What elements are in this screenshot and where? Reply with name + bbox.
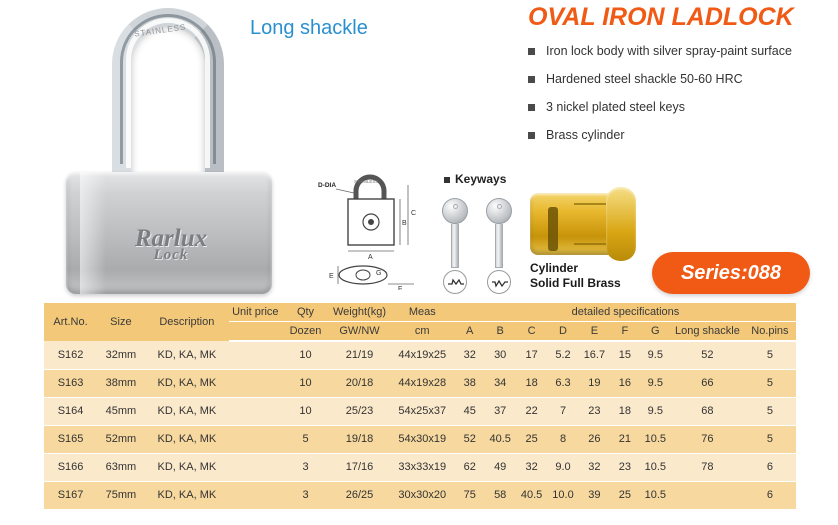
- page-title: OVAL IRON LADLOCK: [528, 3, 794, 31]
- stainless-label: STAINLESS: [354, 179, 379, 184]
- th-unit-price: Unit price: [229, 303, 282, 321]
- cell-a: 75: [455, 481, 485, 509]
- cell-ls: [671, 481, 744, 509]
- feature-text: 3 nickel plated steel keys: [546, 99, 685, 114]
- shackle-highlight: [126, 18, 210, 168]
- table-row: [44, 453, 796, 481]
- cell-ls: 52: [671, 341, 744, 369]
- cell-f: 16: [610, 369, 640, 397]
- cell-art: S165: [44, 425, 97, 453]
- cell-e: 19: [579, 369, 610, 397]
- cell-dozen: 10: [282, 397, 330, 425]
- th-c: C: [516, 321, 547, 341]
- cell-pins: 5: [744, 425, 796, 453]
- th-art-no: Art.No.: [44, 303, 97, 341]
- cell-c: 40.5: [516, 481, 547, 509]
- cell-unit: [229, 397, 282, 425]
- cell-d: 10.0: [547, 481, 578, 509]
- cell-dozen: 10: [282, 369, 330, 397]
- cell-pins: 5: [744, 397, 796, 425]
- cylinder-caption: [530, 261, 621, 291]
- cell-gwnw: 25/23: [329, 397, 389, 425]
- series-badge: [652, 252, 810, 294]
- th-description: Description: [145, 303, 229, 341]
- cell-b: 30: [484, 341, 515, 369]
- cell-unit: [229, 425, 282, 453]
- key-illustration: [486, 198, 512, 268]
- keyway-profile-icon: [443, 270, 467, 294]
- key-hole: [497, 204, 502, 209]
- cell-art: S167: [44, 481, 97, 509]
- cell-g: 10.5: [640, 481, 671, 509]
- cell-size: 52mm: [97, 425, 145, 453]
- cell-a: 62: [455, 453, 485, 481]
- dim-label-f: F: [398, 286, 403, 290]
- keyways-label-text: Keyways: [455, 172, 507, 186]
- cell-b: 40.5: [484, 425, 515, 453]
- cell-f: 15: [610, 341, 640, 369]
- cell-d: 6.3: [547, 369, 578, 397]
- cell-meas: 54x25x37: [390, 397, 455, 425]
- cell-meas: 33x33x19: [390, 453, 455, 481]
- cell-desc: KD, KA, MK: [145, 425, 229, 453]
- cell-a: 38: [455, 369, 485, 397]
- cell-gwnw: 21/19: [329, 341, 389, 369]
- series-badge-text: Series:088: [680, 261, 782, 284]
- cell-desc: KD, KA, MK: [145, 481, 229, 509]
- cell-g: 9.5: [640, 397, 671, 425]
- th-dozen: Dozen: [282, 321, 330, 341]
- table-row: [44, 481, 796, 509]
- keyway-profile-icon: [487, 270, 511, 294]
- brand-subtext: Lock: [153, 247, 189, 264]
- cell-art: S166: [44, 453, 97, 481]
- feature-item: [528, 100, 834, 114]
- th-cm: cm: [390, 321, 455, 341]
- th-long-shackle: Long shackle: [671, 321, 744, 341]
- keyways-label: [444, 172, 506, 186]
- spec-table-wrapper: [44, 303, 796, 510]
- long-shackle-caption: Long shackle: [250, 17, 368, 39]
- cell-c: 22: [516, 397, 547, 425]
- table-row: [44, 369, 796, 397]
- product-photo: [60, 4, 290, 294]
- feature-list: [528, 44, 834, 142]
- cell-size: 63mm: [97, 453, 145, 481]
- cylinder-caption-line1: Cylinder: [530, 261, 579, 275]
- key-blade: [451, 224, 459, 268]
- feature-item: [528, 44, 834, 58]
- dim-label-e: E: [329, 273, 334, 280]
- cell-meas: 54x30x19: [390, 425, 455, 453]
- square-bullet-icon: [528, 48, 535, 55]
- feature-text: Brass cylinder: [546, 127, 625, 142]
- th-qty: Qty: [282, 303, 330, 321]
- d-dia-label: D-DIA: [318, 182, 337, 189]
- cell-desc: KD, KA, MK: [145, 453, 229, 481]
- padlock-body: [66, 172, 272, 294]
- cell-f: 25: [610, 481, 640, 509]
- technical-drawing: [318, 165, 428, 290]
- cell-pins: 6: [744, 481, 796, 509]
- cylinder-cap: [606, 187, 636, 261]
- square-bullet-icon: [528, 76, 535, 83]
- feature-item: [528, 72, 834, 86]
- cell-e: 23: [579, 397, 610, 425]
- cylinder-body: [530, 193, 618, 255]
- spec-table: [44, 303, 796, 510]
- cell-pins: 5: [744, 341, 796, 369]
- th-g: G: [640, 321, 671, 341]
- cell-g: 9.5: [640, 369, 671, 397]
- cell-g: 10.5: [640, 453, 671, 481]
- key-illustration: [442, 198, 468, 268]
- cell-f: 23: [610, 453, 640, 481]
- th-b: B: [484, 321, 515, 341]
- cell-meas: 44x19x25: [390, 341, 455, 369]
- cell-gwnw: 26/25: [329, 481, 389, 509]
- cell-a: 52: [455, 425, 485, 453]
- cell-ls: 68: [671, 397, 744, 425]
- cell-c: 18: [516, 369, 547, 397]
- cell-size: 32mm: [97, 341, 145, 369]
- cell-f: 18: [610, 397, 640, 425]
- table-row: [44, 397, 796, 425]
- cell-b: 49: [484, 453, 515, 481]
- cell-dozen: 3: [282, 453, 330, 481]
- cylinder-illustration: [520, 185, 650, 290]
- cell-desc: KD, KA, MK: [145, 341, 229, 369]
- key-head: [442, 198, 468, 224]
- table-body: [44, 341, 796, 509]
- cell-e: 32: [579, 453, 610, 481]
- cell-c: 25: [516, 425, 547, 453]
- th-unit-price-sub: [229, 321, 282, 341]
- square-bullet-icon: [528, 132, 535, 139]
- cell-b: 37: [484, 397, 515, 425]
- cell-d: 8: [547, 425, 578, 453]
- cell-f: 21: [610, 425, 640, 453]
- cylinder-keyway-slot: [548, 207, 558, 251]
- cell-dozen: 10: [282, 341, 330, 369]
- cell-size: 45mm: [97, 397, 145, 425]
- square-bullet-icon: [444, 177, 450, 183]
- cell-size: 38mm: [97, 369, 145, 397]
- brand-name: Rarlux: [134, 225, 208, 252]
- cell-pins: 5: [744, 369, 796, 397]
- th-gw-nw: GW/NW: [329, 321, 389, 341]
- cell-unit: [229, 341, 282, 369]
- cell-e: 16.7: [579, 341, 610, 369]
- key-hole: [453, 204, 458, 209]
- th-d: D: [547, 321, 578, 341]
- shackle-stamp-text: STAINLESS: [133, 22, 187, 39]
- cell-e: 26: [579, 425, 610, 453]
- cell-c: 32: [516, 453, 547, 481]
- cell-dozen: 3: [282, 481, 330, 509]
- key-blade: [495, 224, 503, 268]
- cell-ls: 66: [671, 369, 744, 397]
- cell-art: S162: [44, 341, 97, 369]
- cell-g: 9.5: [640, 341, 671, 369]
- th-detailed-specifications: detailed specifications: [455, 303, 796, 321]
- title-block: [528, 4, 834, 156]
- keyways-block: [436, 172, 526, 292]
- cell-unit: [229, 369, 282, 397]
- th-weight: Weight(kg): [329, 303, 389, 321]
- feature-item: [528, 128, 834, 142]
- dim-label-g: G: [376, 270, 382, 277]
- cell-desc: KD, KA, MK: [145, 397, 229, 425]
- cell-c: 17: [516, 341, 547, 369]
- th-no-pins: No.pins: [744, 321, 796, 341]
- cell-gwnw: 20/18: [329, 369, 389, 397]
- cell-ls: 76: [671, 425, 744, 453]
- cell-b: 58: [484, 481, 515, 509]
- cell-pins: 6: [744, 453, 796, 481]
- cell-a: 32: [455, 341, 485, 369]
- cell-unit: [229, 453, 282, 481]
- table-row: [44, 425, 796, 453]
- table-row: [44, 341, 796, 369]
- cell-a: 45: [455, 397, 485, 425]
- cell-ls: 78: [671, 453, 744, 481]
- cell-art: S163: [44, 369, 97, 397]
- dim-label-c: C: [411, 210, 417, 217]
- dim-label-a: A: [368, 254, 373, 261]
- key-head: [486, 198, 512, 224]
- th-e: E: [579, 321, 610, 341]
- cell-gwnw: 17/16: [329, 453, 389, 481]
- brand-logo: [96, 225, 246, 264]
- cell-d: 9.0: [547, 453, 578, 481]
- th-meas: Meas: [390, 303, 455, 321]
- cell-meas: 30x30x20: [390, 481, 455, 509]
- cell-gwnw: 19/18: [329, 425, 389, 453]
- cell-b: 34: [484, 369, 515, 397]
- cell-size: 75mm: [97, 481, 145, 509]
- th-a: A: [455, 321, 485, 341]
- cell-art: S164: [44, 397, 97, 425]
- th-f: F: [610, 321, 640, 341]
- cell-d: 7: [547, 397, 578, 425]
- feature-text: Iron lock body with silver spray-paint surface: [546, 43, 792, 58]
- cell-dozen: 5: [282, 425, 330, 453]
- cylinder-caption-line2: Solid Full Brass: [530, 276, 621, 290]
- dim-label-b: B: [402, 220, 407, 227]
- table-header-row-top: [44, 303, 796, 321]
- square-bullet-icon: [528, 104, 535, 111]
- cell-unit: [229, 481, 282, 509]
- cell-d: 5.2: [547, 341, 578, 369]
- cell-e: 39: [579, 481, 610, 509]
- cell-desc: KD, KA, MK: [145, 369, 229, 397]
- cell-g: 10.5: [640, 425, 671, 453]
- feature-text: Hardened steel shackle 50-60 HRC: [546, 71, 743, 86]
- cell-meas: 44x19x28: [390, 369, 455, 397]
- th-size: Size: [97, 303, 145, 341]
